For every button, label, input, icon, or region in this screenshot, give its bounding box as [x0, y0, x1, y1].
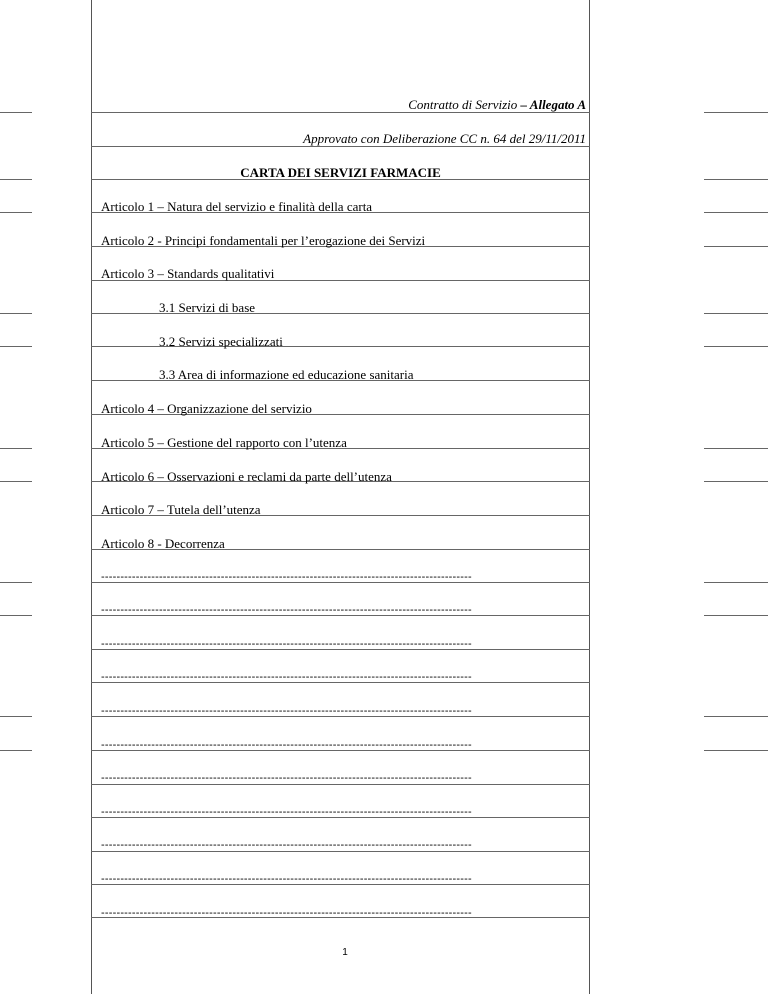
toc-item: Articolo 7 – Tutela dell’utenza	[101, 502, 261, 517]
dashed-line: ------------------------------------------------------------------------------------------------	[101, 671, 472, 683]
ruled-line	[91, 112, 590, 113]
ruled-line-right-stub	[704, 179, 768, 180]
toc-item: 3.3 Area di informazione ed educazione sanitaria	[159, 367, 414, 382]
ruled-line-left-stub	[0, 448, 32, 449]
dashed-line: ------------------------------------------------------------------------------------------------	[101, 571, 472, 583]
toc-item: Articolo 1 – Natura del servizio e finalità della carta	[101, 199, 373, 214]
ruled-line-left-stub	[0, 750, 32, 751]
dashed-line: ------------------------------------------------------------------------------------------------	[101, 739, 472, 751]
dashed-line: ------------------------------------------------------------------------------------------------	[101, 772, 472, 784]
left-margin-line	[91, 0, 92, 994]
approval-line: Approvato con Deliberazione CC n. 64 del 29/11/2011	[303, 131, 586, 146]
toc-item: 3.1 Servizi di base	[159, 300, 256, 315]
toc-item: Articolo 2 - Principi fondamentali per l’erogazione dei Servizi	[101, 233, 426, 248]
contract-header	[91, 97, 586, 112]
ruled-line-left-stub	[0, 582, 32, 583]
ruled-line-right-stub	[704, 716, 768, 717]
ruled-line-right-stub	[704, 582, 768, 583]
ruled-line-right-stub	[704, 112, 768, 113]
ruled-line	[91, 146, 590, 147]
dashed-line: ------------------------------------------------------------------------------------------------	[101, 907, 472, 919]
ruled-line-left-stub	[0, 716, 32, 717]
dashed-line: ------------------------------------------------------------------------------------------------	[101, 705, 472, 717]
contract-prefix: Contratto di Servizio	[408, 97, 521, 112]
toc-item: Articolo 5 – Gestione del rapporto con l’utenza	[101, 435, 347, 450]
dashed-line: ------------------------------------------------------------------------------------------------	[101, 839, 472, 851]
right-margin-line	[589, 0, 590, 994]
ruled-line-left-stub	[0, 313, 32, 314]
ruled-line-left-stub	[0, 212, 32, 213]
dashed-line: ------------------------------------------------------------------------------------------------	[101, 604, 472, 616]
dashed-line: ------------------------------------------------------------------------------------------------	[101, 638, 472, 650]
dashed-line: ------------------------------------------------------------------------------------------------	[101, 806, 472, 818]
document-title: CARTA DEI SERVIZI FARMACIE	[240, 165, 441, 180]
toc-item: Articolo 3 – Standards qualitativi	[101, 266, 275, 281]
ruled-line-left-stub	[0, 179, 32, 180]
ruled-line-right-stub	[704, 246, 768, 247]
ruled-line-right-stub	[704, 448, 768, 449]
ruled-line-left-stub	[0, 346, 32, 347]
toc-item: Articolo 6 – Osservazioni e reclami da parte dell’utenza	[101, 469, 392, 484]
toc-item: Articolo 4 – Organizzazione del servizio	[101, 401, 312, 416]
ruled-line-left-stub	[0, 481, 32, 482]
toc-item: 3.2 Servizi specializzati	[159, 334, 283, 349]
ruled-line-right-stub	[704, 481, 768, 482]
ruled-line-right-stub	[704, 615, 768, 616]
ruled-line-right-stub	[704, 313, 768, 314]
ruled-line-right-stub	[704, 346, 768, 347]
ruled-line-right-stub	[704, 212, 768, 213]
page-number: 1	[342, 947, 348, 958]
ruled-line-right-stub	[704, 750, 768, 751]
dashed-line: ------------------------------------------------------------------------------------------------	[101, 873, 472, 885]
toc-item: Articolo 8 - Decorrenza	[101, 536, 225, 551]
contract-attachment: – Allegato A	[520, 97, 586, 112]
ruled-line-left-stub	[0, 615, 32, 616]
ruled-line-left-stub	[0, 112, 32, 113]
